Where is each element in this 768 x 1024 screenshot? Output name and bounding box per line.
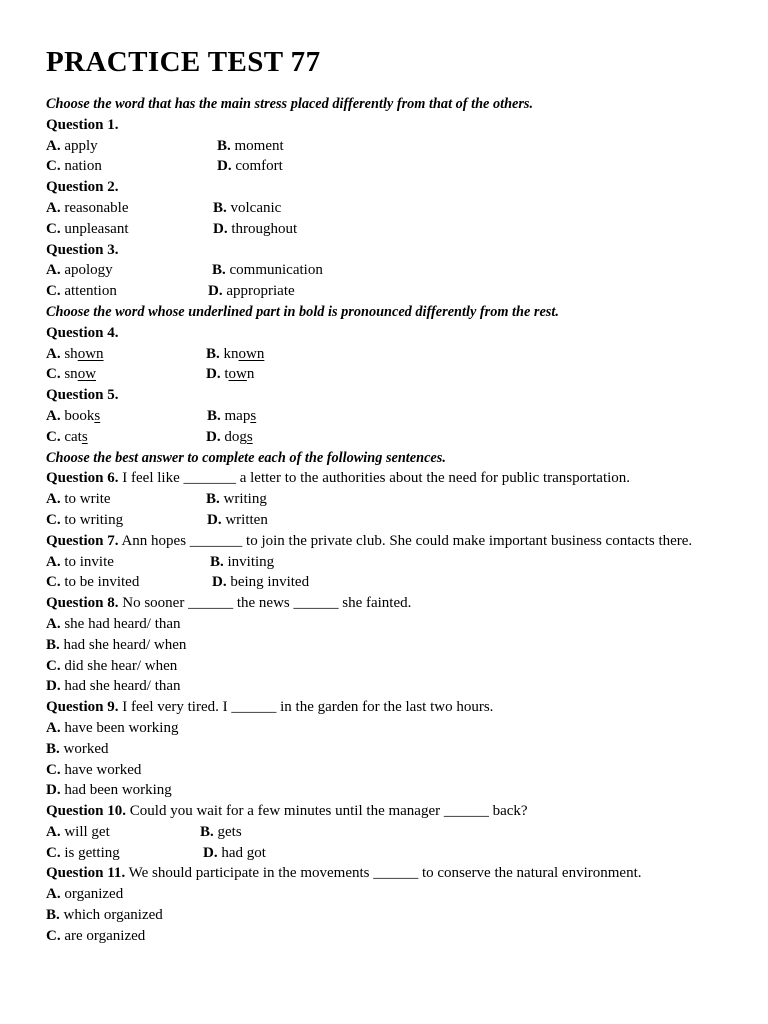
question-5-option-a-underlined: s <box>94 407 101 424</box>
question-2-header: Question 2. <box>46 179 119 196</box>
question-10-option-b: B. gets <box>200 823 242 840</box>
question-1-option-b: B. moment <box>217 137 284 154</box>
question-7-options-ab <box>46 552 736 573</box>
question-7-option-c: C. to be invited <box>46 574 140 591</box>
question-8-option-a: A. she had heard/ than <box>46 615 181 632</box>
question-8-option-c: C. did she hear/ when <box>46 657 178 674</box>
question-6-option-d: D. written <box>207 511 268 528</box>
question-8-stem: Question 8. No sooner ______ the news ______ she fainted. <box>46 595 412 612</box>
question-11-stem: Question 11. We should participate in the movements ______ to conserve the natural environment. <box>46 865 642 882</box>
question-11-option-a: A. organized <box>46 886 124 903</box>
question-6-option-a: A. to write <box>46 491 111 508</box>
question-9-option-b: B. worked <box>46 740 109 757</box>
question-5-option-b-underlined: s <box>250 407 257 424</box>
question-7-option-a: A. to invite <box>46 553 114 570</box>
question-6-option-c: C. to writing <box>46 511 124 528</box>
question-8-option-d: D. had she heard/ than <box>46 678 181 695</box>
question-10-option-c: C. is getting <box>46 844 120 861</box>
question-2-option-a: A. reasonable <box>46 199 129 216</box>
question-2-option-b: B. volcanic <box>213 199 282 216</box>
question-5-option-c-underlined: s <box>81 428 88 445</box>
question-1-option-c: C. nation <box>46 158 102 175</box>
question-5-option-c: C. cats <box>46 428 88 445</box>
section1-instruction: Choose the word that has the main stress placed differently from that of the others. <box>46 96 534 112</box>
question-4-option-a-underlined: own <box>77 345 104 362</box>
question-5-option-a: A. books <box>46 407 101 424</box>
practice-test-page <box>46 42 736 947</box>
question-5-option-b: B. maps <box>207 407 257 424</box>
question-3-header: Question 3. <box>46 241 119 258</box>
question-4-option-b: B. known <box>206 345 265 362</box>
question-10-options-cd <box>46 843 736 864</box>
question-10-options-ab <box>46 822 736 843</box>
question-4-option-d: D. town <box>206 366 255 383</box>
question-5-options-ab <box>46 406 736 427</box>
question-9-option-a: A. have been working <box>46 719 179 736</box>
question-4-option-c: C. snow <box>46 366 97 383</box>
question-4-header: Question 4. <box>46 324 119 341</box>
section2-instruction: Choose the word whose underlined part in bold is pronounced differently from the rest. <box>46 303 559 320</box>
question-2-options-ab <box>46 198 736 219</box>
question-10-stem: Question 10. Could you wait for a few minutes until the manager ______ back? <box>46 803 528 820</box>
question-4-options-cd <box>46 364 736 385</box>
question-7-option-d: D. being invited <box>212 574 310 591</box>
page-title: PRACTICE TEST 77 <box>46 46 321 78</box>
question-4-option-b-underlined: own <box>238 345 265 362</box>
question-5-header: Question 5. <box>46 387 119 404</box>
question-2-option-c: C. unpleasant <box>46 220 129 237</box>
question-4-options-ab <box>46 344 736 365</box>
question-1-header: Question 1. <box>46 116 119 133</box>
question-2-option-d: D. throughout <box>213 220 298 237</box>
question-10-option-a: A. will get <box>46 823 110 840</box>
question-9-stem: Question 9. I feel very tired. I ______ in the garden for the last two hours. <box>46 699 494 716</box>
question-3-option-a: A. apology <box>46 262 113 279</box>
question-6-stem: Question 6. I feel like _______ a letter to the authorities about the need for public transportation. <box>46 470 631 487</box>
section3-instruction: Choose the best answer to complete each of the following sentences. <box>46 449 446 466</box>
question-5-option-d: D. dogs <box>206 428 253 445</box>
question-9-option-c: C. have worked <box>46 761 142 778</box>
question-1-options-ab <box>46 136 736 157</box>
question-7-stem: Question 7. Ann hopes _______ to join the private club. She could make important business contacts there. <box>46 532 693 549</box>
question-3-options-ab <box>46 260 736 281</box>
question-7-options-cd <box>46 572 736 593</box>
question-9-option-d: D. had been working <box>46 782 172 799</box>
question-2-options-cd <box>46 219 736 240</box>
question-3-option-d: D. appropriate <box>208 283 295 300</box>
question-4-option-d-underlined: ow <box>228 366 247 383</box>
question-4-option-c-underlined: ow <box>77 366 97 383</box>
question-5-options-cd <box>46 427 736 448</box>
question-1-option-a: A. apply <box>46 137 98 154</box>
question-1-option-d: D. comfort <box>217 158 283 175</box>
question-10-option-d: D. had got <box>203 844 266 861</box>
question-7-option-b: B. inviting <box>210 553 275 570</box>
question-6-options-cd <box>46 510 736 531</box>
question-11-option-c: C. are organized <box>46 927 146 944</box>
question-6-option-b: B. writing <box>206 491 267 508</box>
question-3-options-cd <box>46 281 736 302</box>
question-3-option-c: C. attention <box>46 283 117 300</box>
question-5-option-d-underlined: s <box>246 428 253 445</box>
question-11-option-b: B. which organized <box>46 907 163 924</box>
question-6-options-ab <box>46 489 736 510</box>
question-8-option-b: B. had she heard/ when <box>46 636 187 653</box>
question-4-option-a: A. shown <box>46 345 104 362</box>
question-1-options-cd <box>46 156 736 177</box>
question-3-option-b: B. communication <box>212 262 323 279</box>
